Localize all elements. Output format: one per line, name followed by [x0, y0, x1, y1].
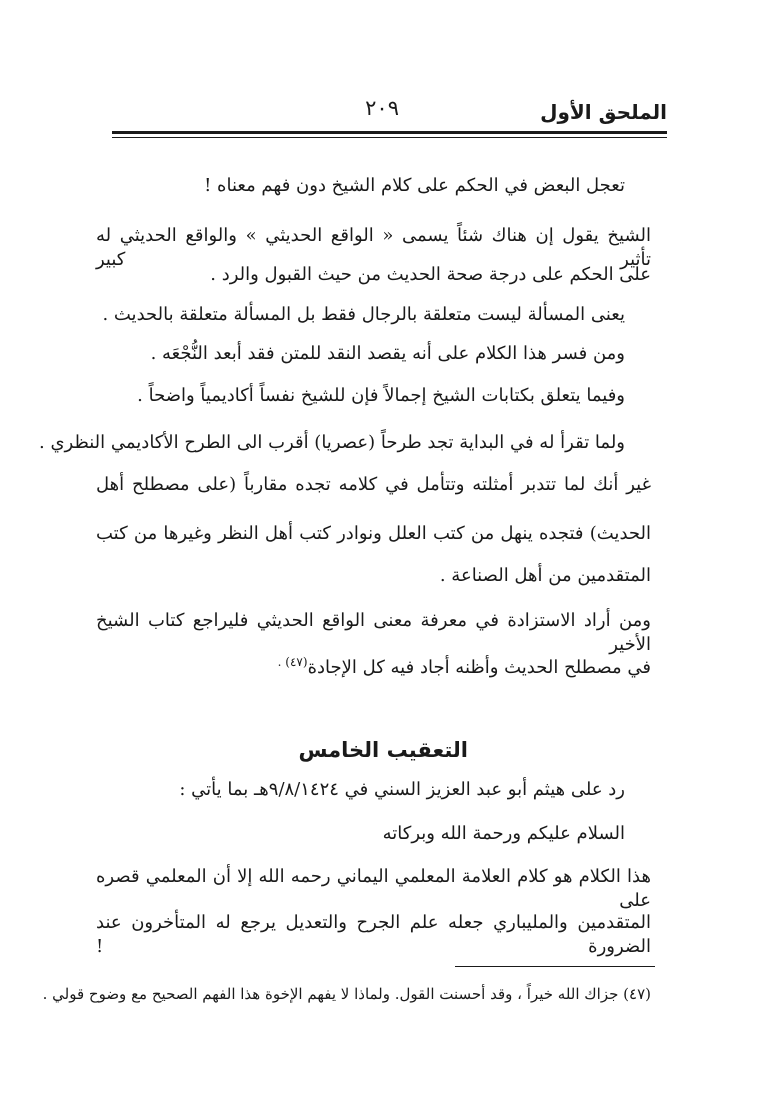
section-title: التعقيب الخامس [298, 738, 468, 762]
paragraph-line: ومن أراد الاستزادة في معرفة معنى الواقع الحديثي فليراجع كتاب الشيخ الأخير [96, 610, 651, 655]
paragraph-line: يعنى المسألة ليست متعلقة بالرجال فقط بل المسألة متعلقة بالحديث . [102, 304, 625, 325]
paragraph-line: السلام عليكم ورحمة الله وبركاته [382, 823, 625, 844]
page-header [112, 88, 667, 128]
header-rule-thick [112, 131, 667, 134]
running-title: الملحق الأول [540, 100, 667, 124]
paragraph-line: ومن فسر هذا الكلام على أنه يقصد النقد للمتن فقد أبعد النُّجْعَه . [150, 343, 625, 364]
paragraph-line: المتقدمين من أهل الصناعة . [439, 565, 651, 586]
paragraph-line: رد على هيثم أبو عبد العزيز السني في ٩/٨/١٤٢٤هـ بما يأتي : [179, 779, 625, 800]
paragraph-line: المتقدمين والمليباري جعله علم الجرح والتعديل يرجع له المتأخرون عند الضرورة ! [96, 912, 651, 957]
paragraph-line: ولما تقرأ له في البداية تجد طرحاً (عصريا) أقرب الى الطرح الأكاديمي النظري . [39, 432, 625, 453]
paragraph-line: على الحكم على درجة صحة الحديث من حيث القبول والرد . [210, 264, 651, 285]
header-rule-thin [112, 137, 667, 138]
paragraph-text: في مصطلح الحديث وأظنه أجاد فيه كل الإجادة [307, 657, 651, 678]
footnote-separator [455, 966, 655, 967]
footnote-marker: (٤٧) . [277, 655, 308, 669]
paragraph-line [278, 650, 651, 680]
paragraph-line: غير أنك لما تتدبر أمثلته وتتأمل في كلامه تجده مقارباً (على مصطلح أهل [96, 474, 651, 495]
paragraph-line: وفيما يتعلق بكتابات الشيخ إجمالاً فإن للشيخ نفساً أكاديمياً واضحاً . [137, 385, 625, 406]
paragraph-line: الشيخ يقول إن هناك شئاً يسمى « الواقع الحديثي » والواقع الحديثي له تأثير كبير [96, 225, 651, 270]
footnote: (٤٧) جزاك الله خيراً ، وقد أحسنت القول. ولماذا لا يفهم الإخوة هذا الفهم الصحيح مع وضوح قولي . [42, 985, 651, 1003]
paragraph-line: الحديث) فتجده ينهل من كتب العلل ونوادر كتب أهل النظر وغيرها من كتب [96, 523, 651, 544]
page-number: ٢٠٩ [365, 96, 399, 120]
paragraph-line: هذا الكلام هو كلام العلامة المعلمي اليماني رحمه الله إلا أن المعلمي قصره على [96, 866, 651, 911]
paragraph-line: تعجل البعض في الحكم على كلام الشيخ دون فهم معناه ! [204, 175, 625, 196]
